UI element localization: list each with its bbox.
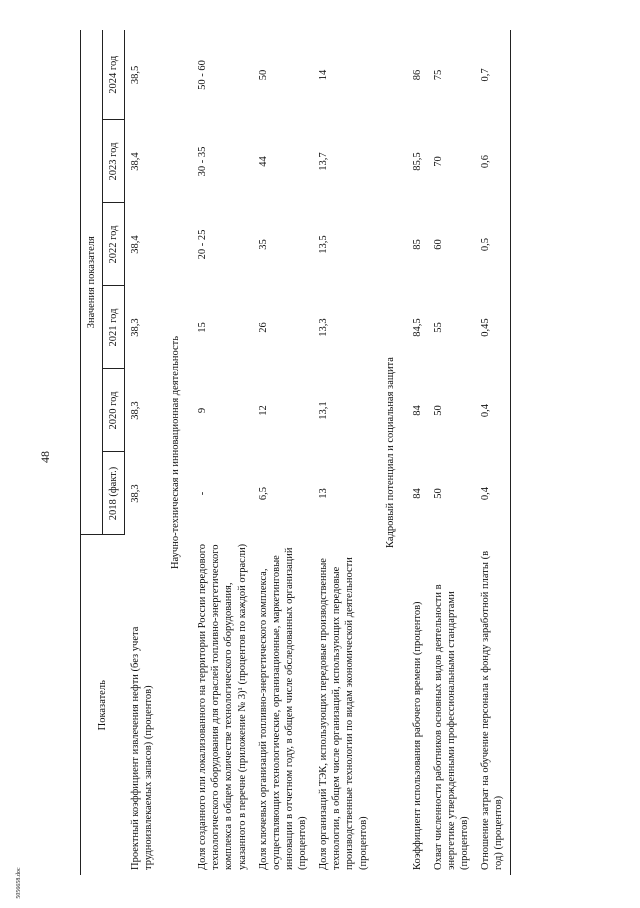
value-cell: - bbox=[197, 491, 209, 496]
value-cell: 70 bbox=[432, 156, 444, 167]
table-row bbox=[475, 30, 510, 875]
indicator-column-header: Показатель bbox=[81, 535, 125, 875]
value-cell: 60 bbox=[432, 239, 444, 250]
value-cell: 86 bbox=[411, 69, 423, 81]
indicator-label: Доля организаций ТЭК, использующих передовые производственные технологии, в общем числе организаций, использующих передовые производственные технологии по видам экономической деятельности (процентов) bbox=[318, 557, 369, 870]
section-row bbox=[159, 30, 192, 875]
value-cell: 20 - 25 bbox=[197, 229, 209, 260]
value-cell: 38,3 bbox=[130, 318, 142, 337]
value-cell: 84 bbox=[411, 405, 423, 416]
value-cell: 13,3 bbox=[318, 318, 330, 337]
value-cell: 50 bbox=[432, 405, 444, 416]
indicator-label: Доля ключевых организаций топливно-энергетического комплекса, осуществляющих технологические, организационные, маркетинговые инновации в отчетном году, в общем числе обследованных организаций (процентов) bbox=[257, 547, 308, 870]
value-cell: 50 - 60 bbox=[197, 60, 209, 90]
value-cell: 50 bbox=[432, 488, 444, 499]
value-cell: 9 bbox=[197, 407, 209, 414]
value-cell: 26 bbox=[257, 322, 269, 333]
indicator-label: Доля созданного или локализованного на территории России передового технологического оборудования для отраслей топливно-энергетического комплекса в общем количестве технологического оборудования, указанного в перечне (приложение № 3)¹ (процентов по каждой отрасли) bbox=[197, 543, 248, 870]
indicator-label: Отношение затрат на обучение персонала к фонду заработной платы (в год) (процентов) bbox=[475, 535, 510, 875]
value-cell: 13,5 bbox=[318, 235, 330, 254]
value-cell: 38,4 bbox=[130, 152, 142, 171]
value-cell: 0,7 bbox=[475, 30, 510, 120]
value-cell: 0,6 bbox=[475, 120, 510, 203]
value-cell: 0,4 bbox=[475, 369, 510, 452]
value-cell: 55 bbox=[432, 322, 444, 333]
indicators-table bbox=[80, 30, 511, 875]
value-cell: 13,1 bbox=[318, 401, 330, 420]
year-header: 2020 год bbox=[103, 369, 125, 452]
table-row bbox=[192, 30, 253, 875]
indicator-label: Коэффициент использования рабочего времени (процентов) bbox=[411, 601, 423, 870]
value-cell: 38,4 bbox=[130, 235, 142, 254]
table-row bbox=[407, 30, 428, 875]
value-cell: 6,5 bbox=[257, 486, 269, 501]
value-cell: 0,5 bbox=[475, 203, 510, 286]
section-heading: Научно-техническая и инновационная деятельность bbox=[170, 335, 181, 570]
value-cell: 85,5 bbox=[411, 152, 423, 171]
section-heading: Кадровый потенциал и социальная защита bbox=[384, 357, 396, 548]
year-header: 2023 год bbox=[103, 120, 125, 203]
table-row bbox=[313, 30, 374, 875]
value-cell: 15 bbox=[197, 322, 209, 333]
value-cell: 84,5 bbox=[411, 318, 423, 337]
table-row bbox=[253, 30, 314, 875]
value-cell: 84 bbox=[411, 488, 423, 499]
value-cell: 13,7 bbox=[318, 152, 330, 171]
value-cell: 0,45 bbox=[475, 286, 510, 369]
document-id: 5056658.doc bbox=[16, 867, 22, 899]
table-row bbox=[125, 30, 159, 875]
value-cell: 75 bbox=[432, 69, 444, 81]
year-header: 2021 год bbox=[103, 286, 125, 369]
page-number: 48 bbox=[38, 451, 52, 463]
value-cell: 44 bbox=[257, 156, 269, 167]
value-cell: 35 bbox=[257, 239, 269, 250]
value-cell: 13 bbox=[318, 488, 330, 499]
value-cell: 30 - 35 bbox=[197, 146, 209, 177]
value-cell: 50 bbox=[257, 69, 269, 81]
year-header: 2022 год bbox=[103, 203, 125, 286]
value-cell: 38,3 bbox=[130, 484, 142, 503]
rotated-table-page bbox=[80, 30, 610, 875]
year-header: 2024 год bbox=[103, 30, 125, 120]
indicator-label: Охват численности работников основных видов деятельности в энергетике утвержденными профессиональными стандартами (процентов) bbox=[432, 584, 471, 870]
value-cell: 38,3 bbox=[130, 401, 142, 420]
year-header: 2018 (факт.) bbox=[103, 452, 125, 535]
value-cell: 85 bbox=[411, 239, 423, 250]
value-cell: 0,4 bbox=[475, 452, 510, 535]
section-row bbox=[374, 30, 407, 875]
table-row bbox=[428, 30, 475, 875]
indicator-label: Проектный коэффициент извлечения нефти (без учета трудноизвлекаемых запасов) (процентов) bbox=[129, 626, 154, 870]
values-group-header: Значения показателя bbox=[81, 30, 103, 535]
value-cell: 38,5 bbox=[130, 65, 142, 85]
value-cell: 12 bbox=[257, 405, 269, 416]
value-cell: 14 bbox=[318, 69, 330, 81]
